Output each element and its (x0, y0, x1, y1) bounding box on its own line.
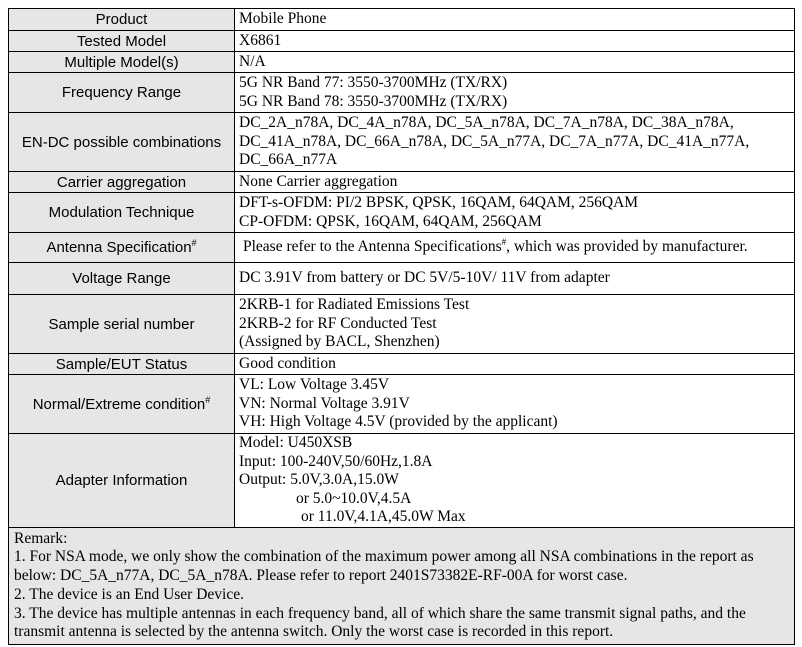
value-line: DC 3.91V from battery or DC 5V/5-10V/ 11V from adapter (239, 269, 610, 287)
value-line: or 5.0~10.0V,4.5A (296, 489, 412, 507)
label-text: Normal/Extreme condition (32, 395, 206, 413)
label-antenna-spec (9, 233, 235, 263)
value-multiple-models (235, 52, 795, 73)
remark-item: 2. The device is an End User Device. (14, 585, 244, 603)
value-carrier-aggregation (235, 172, 795, 193)
value-line: VL: Low Voltage 3.45V (239, 376, 390, 394)
value-line: CP-OFDM: QPSK, 16QAM, 64QAM, 256QAM (239, 212, 542, 230)
value-line: (Assigned by BACL, Shenzhen) (239, 333, 440, 351)
label-eut-status: Sample/EUT Status (9, 354, 235, 375)
label-extreme-condition (9, 375, 235, 434)
remark-item: 3. The device has multiple antennas in each frequency band, all of which share the same transmit signal paths, and the transmit antenna is selected by the antenna switch. Only the worst case is recorded in this report. (14, 604, 746, 641)
value-tested-model (235, 31, 795, 52)
table-row-extreme-condition (9, 375, 795, 434)
label-text: Antenna Specification (46, 239, 192, 256)
label-voltage-range: Voltage Range (9, 263, 235, 295)
value-modulation (235, 193, 795, 233)
table-row-voltage-range (9, 263, 795, 295)
value-line: Input: 100-240V,50/60Hz,1.8A (239, 452, 433, 470)
value-line: or 11.0V,4.1A,45.0W Max (301, 508, 466, 525)
label-adapter-info: Adapter Information (9, 434, 235, 528)
value-line: DC_41A_n78A, DC_66A_n78A, DC_5A_n77A, DC_7A_n77A, DC_41A_n77A, (239, 132, 750, 150)
value-line: DFT-s-OFDM: PI/2 BPSK, QPSK, 16QAM, 64QAM, 256QAM (239, 194, 639, 211)
label-tested-model: Tested Model (9, 31, 235, 52)
footnote-mark: # (205, 394, 211, 405)
value-product (235, 9, 795, 31)
value-eut-status (235, 354, 795, 375)
label-modulation: Modulation Technique (9, 193, 235, 233)
value-line: DC_2A_n78A, DC_4A_n78A, DC_5A_n78A, DC_7A_n78A, DC_38A_n78A, (239, 114, 734, 132)
spec-document (8, 8, 795, 645)
value-voltage-range (235, 263, 795, 295)
label-frequency-range: Frequency Range (9, 73, 235, 113)
table-row-sample-serial (9, 295, 795, 354)
label-sample-serial: Sample serial number (9, 295, 235, 354)
value-line: DC_66A_n77A (239, 151, 338, 169)
table-row-frequency-range (9, 73, 795, 113)
footnote-mark: # (501, 237, 507, 248)
value-sample-serial (235, 295, 795, 354)
value-line: Mobile Phone (239, 10, 327, 28)
label-endc-combinations: EN-DC possible combinations (9, 113, 235, 172)
value-endc-combinations (235, 113, 795, 172)
value-line: VH: High Voltage 4.5V (provided by the applicant) (239, 413, 558, 431)
remark-title: Remark: (14, 529, 68, 547)
table-row-adapter-info (9, 434, 795, 528)
table-row-endc-combinations (9, 113, 795, 172)
table-row-modulation (9, 193, 795, 233)
value-line: Model: U450XSB (239, 434, 353, 451)
value-antenna-spec (235, 233, 795, 263)
label-carrier-aggregation: Carrier aggregation (9, 172, 235, 193)
value-line (239, 238, 790, 257)
table-row-carrier-aggregation (9, 172, 795, 193)
label-multiple-models: Multiple Model(s) (9, 52, 235, 73)
table-row-eut-status (9, 354, 795, 375)
label-product: Product (9, 9, 235, 31)
value-text: , which was provided by manufacturer. (506, 238, 748, 256)
remark-item: 1. For NSA mode, we only show the combination of the maximum power among all NSA combinations in the report as below: DC_5A_n77A, DC_5A_n78A. Please refer to report 2401S73382E-RF-00A for worst case. (14, 548, 754, 585)
table-row-antenna-spec (9, 233, 795, 263)
value-extreme-condition (235, 375, 795, 434)
table-row-tested-model (9, 31, 795, 52)
value-line: Good condition (239, 354, 336, 372)
value-line: 2KRB-2 for RF Conducted Test (239, 314, 437, 332)
table-row-product (9, 9, 795, 31)
value-line: None Carrier aggregation (239, 172, 398, 190)
value-adapter-info (235, 434, 795, 528)
value-text: Please refer to the Antenna Specifications (243, 238, 502, 256)
table-row-multiple-models (9, 52, 795, 73)
remark-box (8, 528, 795, 646)
value-frequency-range (235, 73, 795, 113)
value-line: X6861 (239, 31, 282, 49)
value-line: 5G NR Band 78: 3550-3700MHz (TX/RX) (239, 92, 508, 110)
footnote-mark: # (191, 238, 197, 248)
spec-table (8, 8, 795, 528)
value-line: 2KRB-1 for Radiated Emissions Test (239, 296, 470, 314)
value-line: Output: 5.0V,3.0A,15.0W (239, 471, 399, 488)
value-line: VN: Normal Voltage 3.91V (239, 394, 410, 412)
value-line: 5G NR Band 77: 3550-3700MHz (TX/RX) (239, 74, 508, 91)
value-line: N/A (239, 52, 266, 70)
